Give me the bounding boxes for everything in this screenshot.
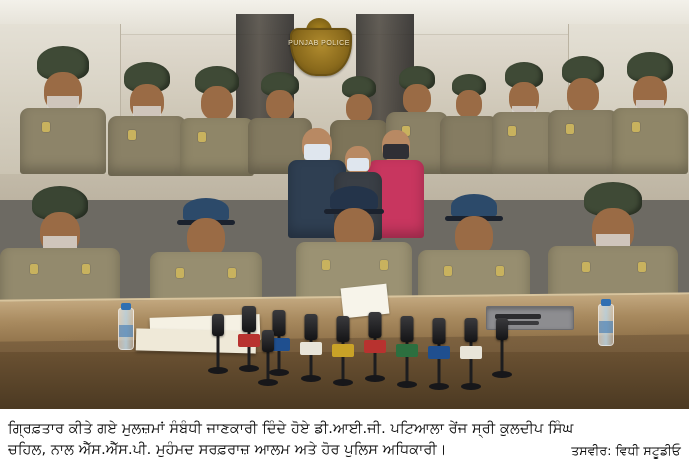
microphone-8 — [458, 316, 484, 390]
officer-front-1 — [0, 170, 120, 320]
caption-line-1: ਗ੍ਰਿਫ਼ਤਾਰ ਕੀਤੇ ਗਏ ਮੁਲਜ਼ਮਾਂ ਸੰਬੰਧੀ ਜਾਣਕਾਰੀ ਦਿੰਦੇ ਹੋਏ ਡੀ.ਆਈ.ਜੀ. ਪਟਿਆਲਾ ਰੇਂਜ ਸ੍ਰੀ ਕੁਲਦੀਪ ਸਿੰਘ — [8, 421, 574, 437]
photo-credit: ਤਸਵੀਰ: ਵਿਧੀ ਸਟੂਡੀਓ — [571, 443, 681, 458]
water-bottle-right — [598, 304, 614, 346]
caption-line-2: ਚਹਿਲ, ਨਾਲ ਐੱਸ.ਐੱਸ.ਪੀ. ਮੁਹੰਮਦ ਸਰਫ਼ਰਾਜ਼ ਆਲਮ ਅਤੇ ਹੋਰ ਪੁਲਿਸ ਅਧਿਕਾਰੀ। — [8, 442, 447, 458]
microphone-6 — [394, 312, 420, 388]
water-bottle-left — [118, 308, 134, 350]
microphone-4 — [330, 312, 356, 386]
microphone-9 — [206, 312, 230, 374]
caption-line-2-wrapper — [8, 440, 681, 461]
microphone-7 — [426, 314, 452, 390]
microphone-5 — [362, 308, 388, 382]
microphone-11 — [490, 318, 514, 378]
emblem-text: PUNJAB POLICE — [288, 40, 350, 47]
microphone-10 — [256, 330, 280, 386]
microphone-3 — [298, 310, 324, 382]
photo-caption — [0, 409, 689, 473]
